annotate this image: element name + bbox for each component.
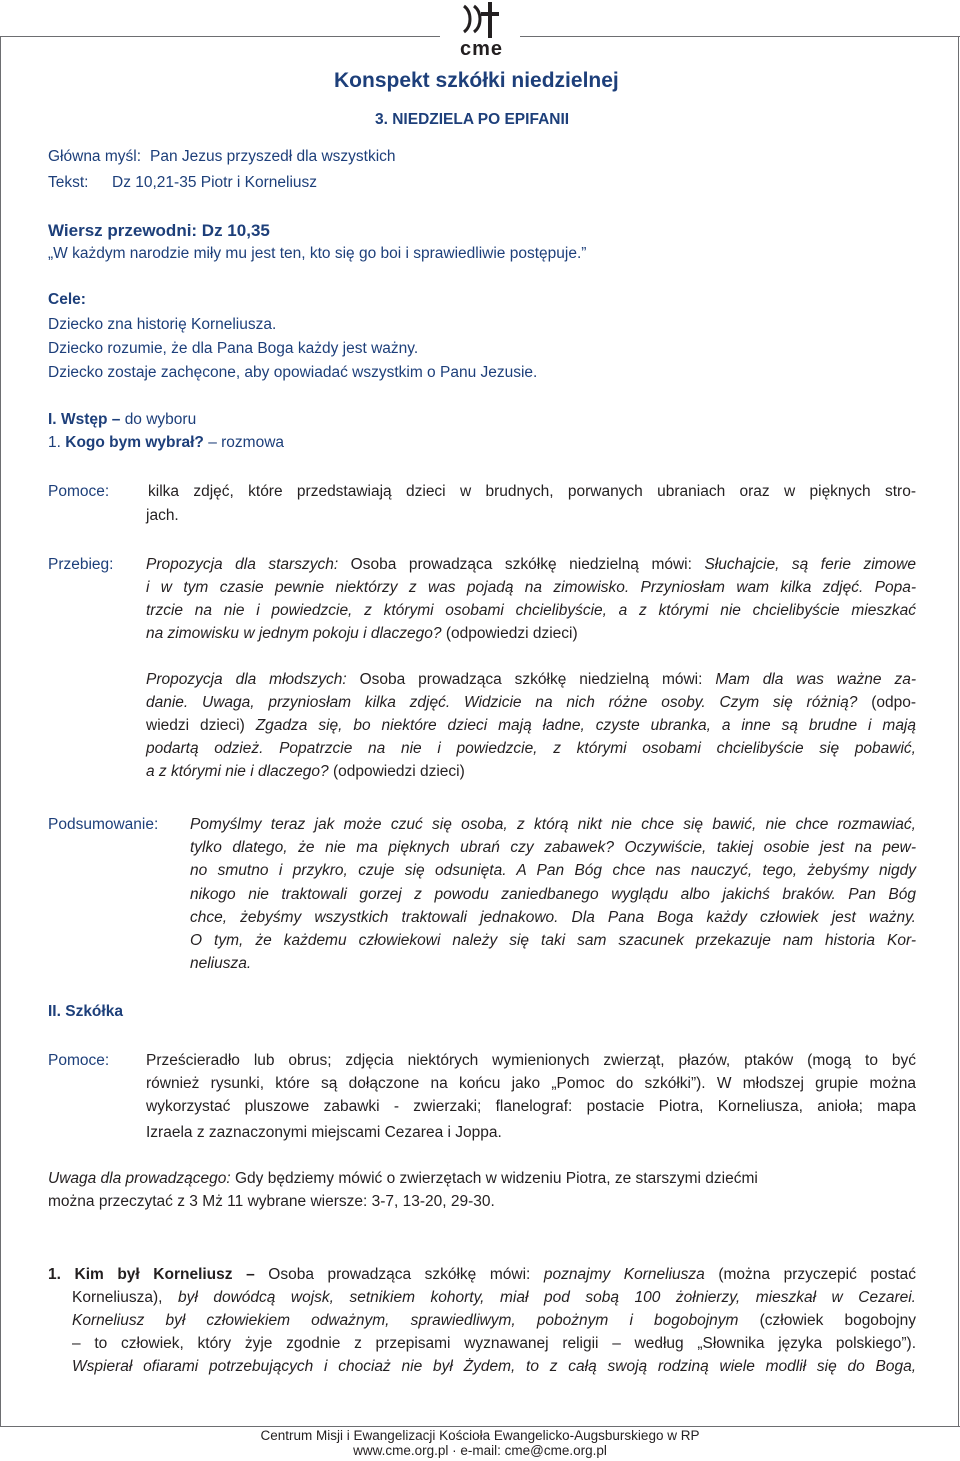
younger-line-2 — [146, 691, 916, 714]
subsection-1-rest: – rozmowa — [208, 434, 285, 451]
page-subtitle: 3. NIEDZIELA PO EPIFANII — [375, 111, 570, 128]
item-1-quote: był dowódcą wojsk, setnikiem kohorty, miał pod sobą 100 żołnierzy, mieszkał w Cezarei. — [178, 1289, 916, 1306]
older-intro: Osoba prowadząca szkółkę niedzielną mówi: — [350, 556, 692, 573]
item-1-note: (człowiek bogobojny — [759, 1312, 916, 1329]
goal-item: Dziecko zna historię Korneliusza. — [48, 316, 277, 333]
younger-intro: Osoba prowadząca szkółkę niedzielną mówi: — [359, 671, 703, 688]
item-1-line-1 — [48, 1263, 916, 1286]
summary-line: O tym, że każdemu człowiekowi należy się taki sam szacunek przekazuje nam historia Kor- — [190, 932, 916, 949]
top-rule-left — [0, 36, 440, 37]
item-1-title: Kim był Korneliusz – — [74, 1266, 255, 1283]
summary-line: tylko dlatego, że nie ma pięknych ubrań czy zabawek? Oczywiście, takiej osobie jest na pew- — [190, 839, 916, 856]
subsection-1-heading — [48, 431, 284, 454]
item-1-note: Korneliusza), — [72, 1289, 163, 1306]
left-border — [0, 36, 1, 1426]
younger-quote: danie. Uwaga, przyniosłam kilka zdjęć. Widzicie na nich różne osoby. Czym się różnią? — [146, 694, 858, 711]
item-1-note: (można przyczepić postać — [718, 1266, 917, 1283]
footer-contact: www.cme.org.pl · e-mail: cme@cme.org.pl — [353, 1443, 607, 1458]
item-1-num: 1. — [48, 1266, 61, 1283]
aids-line: również rysunki, które są dołączone na końcu jako „Pomoc do szkółki”). W młodszej grupie można — [146, 1075, 916, 1092]
item-1-quote: poznajmy Korneliusza — [543, 1266, 705, 1283]
younger-quote: Zgadza się, bo niektóre dzieci mają ładne, czyste ubranka, a inne są brudne i mają — [255, 717, 917, 734]
younger-prefix: Propozycja dla młodszych: — [146, 671, 347, 688]
section-1-heading — [48, 408, 196, 431]
section-1-dash: – — [111, 411, 121, 428]
leader-note-prefix: Uwaga dla prowadzącego: — [48, 1170, 231, 1187]
subsection-1-num: 1. — [48, 434, 61, 451]
item-1-line-2 — [72, 1286, 916, 1309]
younger-line-4: podartą odzież. Popatrzcie na nie i powiedzcie, z którymi osobami chcielibyście się pobawić, — [146, 740, 916, 757]
item-1-line-3 — [72, 1309, 916, 1332]
summary-line: nikogo nie traktowali gorzej z powodu zaniedbanego wyglądu albo jakichś braków. Pan Bóg — [190, 886, 916, 903]
section-1-num: I. — [48, 411, 57, 428]
summary-line: neliusza. — [190, 955, 252, 972]
aids-line: jach. — [146, 507, 179, 524]
section-1-rest: do wyboru — [124, 411, 197, 428]
text-label: Tekst: — [48, 174, 89, 191]
aids-label: Pomoce: — [48, 1052, 110, 1069]
older-quote-start: Słuchajcie, są ferie zimowe — [704, 556, 916, 573]
logo-text: cme — [460, 38, 504, 60]
aids-line: kilka zdjęć, które przedstawiają dzieci w brudnych, porwanych ubraniach oraz w pięknych stro- — [148, 483, 916, 500]
younger-line-3 — [146, 714, 916, 737]
text-value: Dz 10,21-35 Piotr i Korneliusz — [112, 174, 318, 191]
course-label: Przebieg: — [48, 556, 114, 573]
right-border — [958, 36, 959, 1426]
older-line-1 — [146, 553, 916, 576]
aids-line: wykorzystać pluszowe zabawki - zwierzaki; flanelograf: postacie Piotra, Korneliusza, anioła; mapa — [146, 1098, 916, 1115]
summary-line: chce, żebyśmy wszystkich traktowali jednakowo. Dla Pana Boga każdy człowiek jest ważny. — [190, 909, 916, 926]
top-rule-right — [520, 36, 960, 37]
older-answer-note: (odpowiedzi dzieci) — [445, 625, 578, 642]
aids-line: Prześcieradło lub obrus; zdjęcia niektórych wymienionych zwierząt, płazów, ptaków (mogą to być — [146, 1052, 916, 1069]
older-question: na zimowisku w jednym pokoju i dlaczego? — [146, 625, 442, 642]
older-line-2: i w tym czasie pewnie niektórzy z was pojadą na zimowisko. Przyniosłam wam kilka zdjęć. Popa- — [146, 579, 916, 596]
item-1-intro: Osoba prowadząca szkółkę mówi: — [268, 1266, 531, 1283]
younger-line-5 — [146, 760, 465, 783]
leader-note-line-1 — [48, 1167, 758, 1190]
verse-label: Wiersz przewodni: Dz 10,35 — [48, 221, 270, 240]
younger-quote-start: Mam dla was ważne za- — [715, 671, 916, 688]
goals-label: Cele: — [48, 291, 86, 308]
item-1-quote: Korneliusz był człowiekiem odważnym, sprawiedliwym, pobożnym i bogobojnym — [72, 1312, 739, 1329]
main-thought: Pan Jezus przyszedł dla wszystkich — [150, 148, 396, 165]
section-2-heading: II. Szkółka — [48, 1003, 123, 1020]
cme-logo — [452, 0, 512, 62]
aids-line: Izraela z zaznaczonymi miejscami Cezarea i Joppa. — [146, 1124, 502, 1141]
younger-question: a z którymi nie i dlaczego? — [146, 763, 329, 780]
main-thought-label: Główna myśl: — [48, 148, 142, 165]
summary-label: Podsumowanie: — [48, 816, 159, 833]
older-line-4 — [146, 622, 578, 645]
younger-line-1 — [146, 668, 916, 691]
verse-text: „W każdym narodzie miły mu jest ten, kto się go boi i sprawiedliwie postępuje.” — [48, 245, 587, 262]
older-line-3: trzcie na nie i powiedzcie, z którymi osobami chcielibyście, a z którymi nie chcielibyście mieszkać — [146, 602, 916, 619]
subsection-1-title: Kogo bym wybrał? — [65, 434, 204, 451]
item-1-line-5: Wspierał ofiarami potrzebujących i chociaż nie był Żydem, to z całą swoją rodziną wiele modlił się do Boga, — [72, 1358, 916, 1375]
younger-note: (odpo- — [871, 694, 916, 711]
page-title: Konspekt szkółki niedzielnej — [334, 69, 619, 92]
goal-item: Dziecko rozumie, że dla Pana Boga każdy jest ważny. — [48, 340, 419, 357]
goal-item: Dziecko zostaje zachęcone, aby opowiadać wszystkim o Panu Jezusie. — [48, 364, 538, 381]
summary-line: Pomyślmy teraz jak może czuć się osoba, z którą nikt nie chce się bawić, nie chce rozmawiać, — [190, 816, 916, 833]
bottom-rule — [0, 1426, 960, 1427]
item-1-line-4: – to człowiek, który żyje zgodnie z przepisami wyznawanej religii – według „Słownika języka polskiego”). — [72, 1335, 916, 1352]
footer-org: Centrum Misji i Ewangelizacji Kościoła Ewangelicko-Augsburskiego w RP — [260, 1428, 700, 1443]
leader-note-line-2: można przeczytać z 3 Mż 11 wybrane wiersze: 3-7, 13-20, 29-30. — [48, 1193, 495, 1210]
leader-note-text: Gdy będziemy mówić o zwierzętach w widzeniu Piotra, ze starszymi dziećmi — [234, 1170, 758, 1187]
aids-label: Pomoce: — [48, 483, 110, 500]
older-prefix: Propozycja dla starszych: — [146, 556, 339, 573]
younger-answer-note: (odpowiedzi dzieci) — [332, 763, 465, 780]
younger-note: wiedzi dzieci) — [146, 717, 245, 734]
summary-line: no smutno i przykro, czuje się odsunięta. A Pan Bóg chce nas nauczyć, tego, żebyśmy nigdy — [190, 862, 916, 879]
section-1-title: Wstęp — [60, 411, 108, 428]
